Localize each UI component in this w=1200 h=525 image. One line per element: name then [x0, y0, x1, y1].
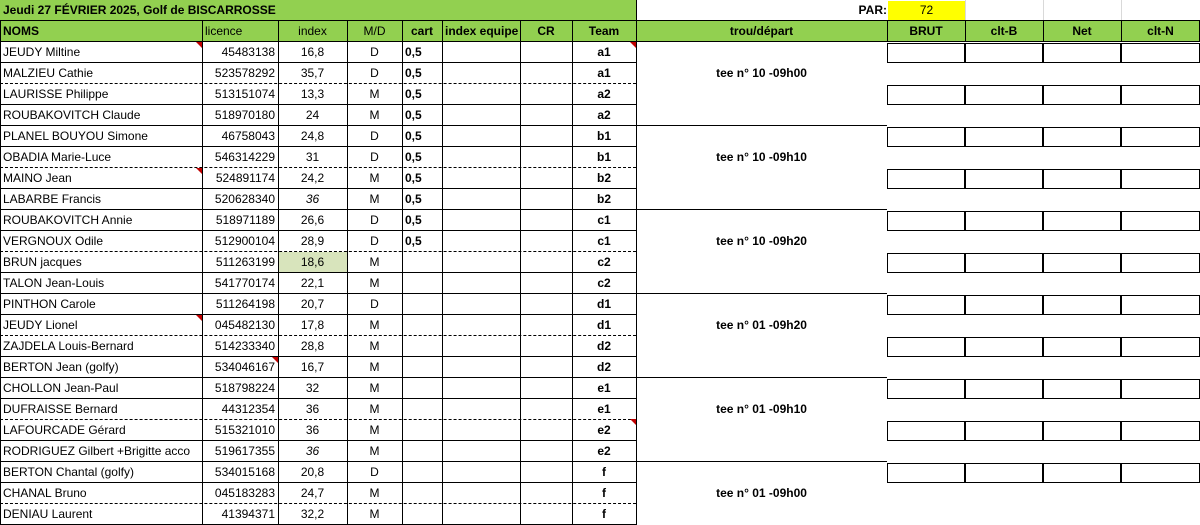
column-divider: [402, 21, 403, 525]
pair-divider: [0, 251, 636, 252]
player-licence[interactable]: 45483138: [221, 45, 275, 59]
tee-time-label[interactable]: tee n° 10 -09h10: [716, 150, 807, 164]
clt-b-box[interactable]: [965, 379, 1043, 399]
column-divider: [887, 21, 888, 42]
brut-box[interactable]: [887, 421, 965, 441]
player-licence[interactable]: 44312354: [221, 402, 275, 416]
player-cart[interactable]: 0,5: [405, 129, 422, 143]
player-team[interactable]: b2: [596, 192, 611, 206]
player-md[interactable]: M: [369, 339, 380, 353]
player-md[interactable]: M: [369, 402, 380, 416]
player-licence[interactable]: 519617355: [214, 444, 275, 458]
net-box[interactable]: [1043, 337, 1121, 357]
player-index-equipe[interactable]: [442, 273, 520, 294]
player-licence[interactable]: 520628340: [214, 192, 275, 206]
player-md[interactable]: M: [369, 486, 380, 500]
player-md[interactable]: D: [370, 66, 379, 80]
player-name[interactable]: DUFRAISSE Bernard: [3, 402, 118, 416]
header-licence[interactable]: licence: [202, 21, 278, 41]
clt-b-box[interactable]: [965, 463, 1043, 483]
player-md[interactable]: D: [370, 213, 379, 227]
player-md[interactable]: M: [369, 318, 380, 332]
player-cr[interactable]: [520, 483, 572, 504]
player-index-equipe[interactable]: [442, 294, 520, 315]
player-team[interactable]: a1: [597, 66, 611, 80]
header-cr[interactable]: CR: [520, 21, 572, 41]
player-licence[interactable]: 514233340: [214, 339, 275, 353]
net-box[interactable]: [1043, 253, 1121, 273]
header-clt-b[interactable]: clt-B: [965, 21, 1043, 41]
row-divider: [0, 230, 636, 231]
player-name[interactable]: CHANAL Bruno: [3, 486, 87, 500]
row-divider: [0, 482, 636, 483]
clt-b-box[interactable]: [965, 253, 1043, 273]
clt-b-box[interactable]: [965, 127, 1043, 147]
group-divider: [0, 209, 887, 210]
player-cr[interactable]: [520, 420, 572, 441]
player-cart[interactable]: [402, 420, 442, 441]
row-divider: [0, 188, 636, 189]
player-index[interactable]: 20,8: [300, 465, 325, 479]
player-name[interactable]: BERTON Chantal (golfy): [3, 465, 134, 479]
comment-marker[interactable]: [630, 42, 636, 48]
player-cr[interactable]: [520, 105, 572, 126]
comment-marker[interactable]: [196, 315, 202, 321]
header-clt-n[interactable]: clt-N: [1121, 21, 1200, 41]
player-md[interactable]: D: [370, 45, 379, 59]
player-cart[interactable]: [402, 294, 442, 315]
clt-b-box[interactable]: [965, 295, 1043, 315]
player-index[interactable]: 17,8: [300, 318, 325, 332]
player-cr[interactable]: [520, 231, 572, 252]
player-cr[interactable]: [520, 126, 572, 147]
player-licence[interactable]: 511263199: [215, 255, 275, 269]
tee-time-label[interactable]: tee n° 01 -09h00: [716, 486, 807, 500]
player-team[interactable]: e1: [597, 402, 611, 416]
player-index-equipe[interactable]: [442, 147, 520, 168]
brut-box[interactable]: [887, 337, 965, 357]
header-trou-depart[interactable]: trou/départ: [636, 21, 887, 41]
row-divider: [0, 146, 636, 147]
player-index[interactable]: 35,7: [300, 66, 325, 80]
player-cr[interactable]: [520, 147, 572, 168]
clt-n-box[interactable]: [1121, 253, 1200, 273]
player-index[interactable]: 36: [305, 423, 320, 437]
comment-marker[interactable]: [630, 419, 636, 425]
player-cr[interactable]: [520, 441, 572, 462]
player-md[interactable]: M: [369, 444, 380, 458]
player-team[interactable]: f: [602, 507, 606, 521]
player-md[interactable]: D: [370, 465, 379, 479]
clt-b-box[interactable]: [965, 169, 1043, 189]
player-team[interactable]: a2: [597, 87, 611, 101]
player-name[interactable]: CHOLLON Jean-Paul: [3, 381, 119, 395]
brut-box[interactable]: [887, 295, 965, 315]
par-label[interactable]: PAR:: [858, 3, 887, 17]
player-cr[interactable]: [520, 168, 572, 189]
header-brut[interactable]: BRUT: [887, 21, 965, 41]
pair-divider: [0, 503, 636, 504]
header-md[interactable]: M/D: [347, 21, 402, 41]
player-name[interactable]: ROUBAKOVITCH Claude: [3, 108, 141, 122]
tee-time-label[interactable]: tee n° 10 -09h00: [716, 66, 807, 80]
column-divider: [1043, 21, 1044, 42]
player-index[interactable]: 36: [305, 402, 320, 416]
player-licence[interactable]: 045482130: [214, 318, 275, 332]
player-team[interactable]: c1: [597, 234, 611, 248]
gridline: [1043, 0, 1044, 21]
player-cart[interactable]: 0,5: [405, 234, 422, 248]
player-licence[interactable]: 524891174: [215, 171, 275, 185]
column-divider: [278, 21, 279, 525]
player-cart[interactable]: [402, 273, 442, 294]
player-index-equipe[interactable]: [442, 336, 520, 357]
player-licence[interactable]: 541770174: [214, 276, 275, 290]
player-licence[interactable]: 518798224: [214, 381, 275, 395]
player-team[interactable]: c1: [597, 213, 611, 227]
player-name[interactable]: BERTON Jean (golfy): [3, 360, 119, 374]
player-cart[interactable]: 0,5: [405, 171, 422, 185]
player-index-equipe[interactable]: [442, 42, 520, 63]
player-cr[interactable]: [520, 399, 572, 420]
player-licence[interactable]: 546314229: [214, 150, 275, 164]
player-team[interactable]: f: [602, 465, 606, 479]
player-md[interactable]: M: [369, 255, 380, 269]
player-index-equipe[interactable]: [442, 483, 520, 504]
player-index[interactable]: 36: [305, 192, 320, 206]
column-divider: [965, 21, 966, 42]
brut-box[interactable]: [887, 463, 965, 483]
player-cr[interactable]: [520, 42, 572, 63]
player-cart[interactable]: [402, 462, 442, 483]
player-team[interactable]: d1: [596, 318, 611, 332]
column-divider: [347, 21, 348, 525]
pair-divider: [0, 419, 636, 420]
brut-box[interactable]: [887, 379, 965, 399]
player-team[interactable]: e2: [597, 423, 611, 437]
player-md[interactable]: M: [369, 423, 380, 437]
player-team[interactable]: d2: [596, 339, 611, 353]
player-cr[interactable]: [520, 273, 572, 294]
clt-n-box[interactable]: [1121, 127, 1200, 147]
player-index[interactable]: 16,8: [300, 45, 325, 59]
player-cr[interactable]: [520, 84, 572, 105]
group-divider: [0, 377, 887, 378]
row-divider: [0, 440, 636, 441]
player-name[interactable]: DENIAU Laurent: [3, 507, 93, 521]
player-md[interactable]: D: [370, 129, 379, 143]
brut-box[interactable]: [887, 85, 965, 105]
brut-box[interactable]: [887, 169, 965, 189]
player-name[interactable]: BRUN jacques: [3, 255, 82, 269]
player-index[interactable]: 24,7: [300, 486, 325, 500]
row-divider: [0, 104, 636, 105]
player-index-equipe[interactable]: [442, 420, 520, 441]
player-cart[interactable]: 0,5: [405, 192, 422, 206]
par-value[interactable]: 72: [888, 1, 965, 20]
player-index[interactable]: 28,9: [300, 234, 325, 248]
net-box[interactable]: [1043, 463, 1121, 483]
player-md[interactable]: M: [369, 381, 380, 395]
column-divider: [636, 21, 637, 525]
player-index[interactable]: 32: [305, 381, 320, 395]
player-index-equipe[interactable]: [442, 315, 520, 336]
player-cr[interactable]: [520, 357, 572, 378]
player-index[interactable]: 32,2: [300, 507, 325, 521]
player-index[interactable]: 20,7: [300, 297, 325, 311]
player-index[interactable]: 26,6: [300, 213, 325, 227]
player-cart[interactable]: 0,5: [405, 45, 422, 59]
player-team[interactable]: d1: [596, 297, 611, 311]
net-box[interactable]: [1043, 169, 1121, 189]
row-divider: [0, 20, 1200, 21]
player-index-equipe[interactable]: [442, 378, 520, 399]
player-index[interactable]: 24: [305, 108, 320, 122]
player-team[interactable]: f: [602, 486, 606, 500]
player-md[interactable]: M: [369, 192, 380, 206]
row-divider: [0, 356, 636, 357]
clt-n-box[interactable]: [1121, 295, 1200, 315]
clt-b-box[interactable]: [965, 211, 1043, 231]
row-divider: [0, 398, 636, 399]
player-cart[interactable]: [402, 252, 442, 273]
player-name[interactable]: ROUBAKOVITCH Annie: [3, 213, 133, 227]
row-divider: [0, 272, 636, 273]
header-index-equipe[interactable]: index equipe: [442, 21, 520, 41]
clt-b-box[interactable]: [965, 43, 1043, 63]
player-cart[interactable]: 0,5: [405, 66, 422, 80]
gridline: [965, 0, 966, 21]
brut-box[interactable]: [887, 211, 965, 231]
column-divider: [202, 21, 203, 525]
group-divider: [0, 461, 887, 462]
player-name[interactable]: RODRIGUEZ Gilbert +Brigitte acco: [3, 444, 191, 458]
player-team[interactable]: c2: [597, 255, 611, 269]
player-licence[interactable]: 518970180: [214, 108, 275, 122]
column-divider: [572, 21, 573, 525]
player-name[interactable]: LAURISSE Philippe: [3, 87, 109, 101]
header-index[interactable]: index: [278, 21, 347, 41]
player-name[interactable]: PLANEL BOUYOU Simone: [3, 129, 148, 143]
player-name[interactable]: LAFOURCADE Gérard: [3, 423, 126, 437]
tee-time-label[interactable]: tee n° 01 -09h10: [716, 402, 807, 416]
player-cart[interactable]: 0,5: [405, 150, 422, 164]
player-index[interactable]: 13,3: [300, 87, 325, 101]
net-box[interactable]: [1043, 421, 1121, 441]
player-index-equipe[interactable]: [442, 441, 520, 462]
player-index-equipe[interactable]: [442, 252, 520, 273]
clt-n-box[interactable]: [1121, 379, 1200, 399]
player-cr[interactable]: [520, 63, 572, 84]
player-md[interactable]: M: [369, 360, 380, 374]
player-name[interactable]: JEUDY Lionel: [3, 318, 78, 332]
player-md[interactable]: M: [369, 108, 380, 122]
player-licence[interactable]: 46758043: [221, 129, 275, 143]
column-divider: [520, 21, 521, 525]
player-index[interactable]: 24,2: [300, 171, 325, 185]
player-licence[interactable]: 41394371: [221, 507, 275, 521]
header-noms[interactable]: NOMS: [0, 21, 202, 41]
player-cart[interactable]: [402, 483, 442, 504]
player-index[interactable]: 16,7: [300, 360, 325, 374]
net-box[interactable]: [1043, 127, 1121, 147]
player-team[interactable]: c2: [597, 276, 611, 290]
player-md[interactable]: M: [369, 507, 380, 521]
player-name[interactable]: OBADIA Marie-Luce: [3, 150, 112, 164]
player-team[interactable]: e1: [597, 381, 611, 395]
player-md[interactable]: D: [370, 150, 379, 164]
player-name[interactable]: VERGNOUX Odile: [3, 234, 104, 248]
player-licence[interactable]: 534046167: [214, 360, 275, 374]
column-divider: [0, 21, 1, 525]
player-index-equipe[interactable]: [442, 357, 520, 378]
row-divider: [0, 62, 636, 63]
brut-box[interactable]: [887, 127, 965, 147]
player-team[interactable]: a1: [597, 45, 611, 59]
comment-marker[interactable]: [196, 42, 202, 48]
player-cr[interactable]: [520, 189, 572, 210]
column-divider: [442, 21, 443, 525]
comment-marker[interactable]: [196, 168, 202, 174]
player-index[interactable]: 22,1: [300, 276, 325, 290]
row-divider: [0, 41, 1200, 42]
net-box[interactable]: [1043, 85, 1121, 105]
header-team[interactable]: Team: [572, 21, 636, 41]
player-licence[interactable]: 512900104: [214, 234, 275, 248]
player-md[interactable]: D: [370, 234, 379, 248]
net-box[interactable]: [1043, 295, 1121, 315]
player-cr[interactable]: [520, 336, 572, 357]
net-box[interactable]: [1043, 379, 1121, 399]
sheet-title[interactable]: Jeudi 27 FÉVRIER 2025, Golf de BISCARROSSE: [0, 0, 636, 20]
player-team[interactable]: e2: [597, 444, 611, 458]
net-box[interactable]: [1043, 211, 1121, 231]
player-team[interactable]: b1: [596, 129, 611, 143]
pair-divider: [0, 83, 636, 84]
player-index-equipe[interactable]: [442, 231, 520, 252]
pair-divider: [0, 167, 636, 168]
player-md[interactable]: M: [369, 171, 380, 185]
player-licence[interactable]: 515321010: [214, 423, 275, 437]
column-divider: [636, 0, 637, 21]
player-cr[interactable]: [520, 378, 572, 399]
player-md[interactable]: D: [370, 297, 379, 311]
clt-n-box[interactable]: [1121, 169, 1200, 189]
net-box[interactable]: [1043, 43, 1121, 63]
pair-divider: [0, 335, 636, 336]
player-cart[interactable]: 0,5: [405, 108, 422, 122]
player-index-equipe[interactable]: [442, 189, 520, 210]
player-cr[interactable]: [520, 252, 572, 273]
player-index[interactable]: 31: [305, 150, 320, 164]
player-index-equipe[interactable]: [442, 63, 520, 84]
clt-n-box[interactable]: [1121, 463, 1200, 483]
column-divider: [1121, 21, 1122, 42]
player-index-equipe[interactable]: [442, 105, 520, 126]
player-cart[interactable]: 0,5: [405, 87, 422, 101]
player-licence[interactable]: 513151074: [214, 87, 275, 101]
clt-n-box[interactable]: [1121, 43, 1200, 63]
clt-b-box[interactable]: [965, 337, 1043, 357]
player-index[interactable]: 18,6: [278, 252, 347, 273]
player-team[interactable]: b1: [596, 150, 611, 164]
player-name[interactable]: MAINO Jean: [3, 171, 72, 185]
clt-b-box[interactable]: [965, 85, 1043, 105]
player-cart[interactable]: [402, 441, 442, 462]
player-name[interactable]: ZAJDELA Louis-Bernard: [3, 339, 134, 353]
player-cr[interactable]: [520, 294, 572, 315]
tee-time-label[interactable]: tee n° 01 -09h20: [716, 318, 807, 332]
clt-n-box[interactable]: [1121, 421, 1200, 441]
player-licence[interactable]: 523578292: [214, 66, 275, 80]
player-index-equipe[interactable]: [442, 126, 520, 147]
player-team[interactable]: b2: [596, 171, 611, 185]
player-name[interactable]: JEUDY Miltine: [3, 45, 81, 59]
player-cart[interactable]: [402, 315, 442, 336]
player-index-equipe[interactable]: [442, 399, 520, 420]
clt-n-box[interactable]: [1121, 337, 1200, 357]
player-cr[interactable]: [520, 315, 572, 336]
comment-marker[interactable]: [272, 357, 278, 363]
clt-n-box[interactable]: [1121, 211, 1200, 231]
player-name[interactable]: PINTHON Carole: [3, 297, 96, 311]
player-licence[interactable]: 534015168: [214, 465, 275, 479]
header-cart[interactable]: cart: [402, 21, 442, 41]
player-cart[interactable]: 0,5: [405, 213, 422, 227]
player-name[interactable]: MALZIEU Cathie: [3, 66, 94, 80]
player-cart[interactable]: [402, 357, 442, 378]
group-divider: [0, 125, 887, 126]
player-licence[interactable]: 511264198: [215, 297, 275, 311]
player-cart[interactable]: [402, 378, 442, 399]
player-cr[interactable]: [520, 462, 572, 483]
player-md[interactable]: M: [369, 87, 380, 101]
clt-n-box[interactable]: [1121, 85, 1200, 105]
player-index-equipe[interactable]: [442, 462, 520, 483]
player-licence[interactable]: 518971189: [215, 213, 275, 227]
group-divider: [0, 293, 887, 294]
player-index-equipe[interactable]: [442, 84, 520, 105]
player-cart[interactable]: [402, 336, 442, 357]
header-net[interactable]: Net: [1043, 21, 1121, 41]
player-licence[interactable]: 045183283: [214, 486, 275, 500]
clt-b-box[interactable]: [965, 421, 1043, 441]
brut-box[interactable]: [887, 253, 965, 273]
player-team[interactable]: d2: [596, 360, 611, 374]
player-index-equipe[interactable]: [442, 168, 520, 189]
tee-time-label[interactable]: tee n° 10 -09h20: [716, 234, 807, 248]
gridline: [1121, 0, 1122, 21]
player-index[interactable]: 36: [305, 444, 320, 458]
player-name[interactable]: LABARBE Francis: [3, 192, 102, 206]
player-index[interactable]: 28,8: [300, 339, 325, 353]
row-divider: [0, 314, 636, 315]
brut-box[interactable]: [887, 43, 965, 63]
player-index-equipe[interactable]: [442, 210, 520, 231]
player-team[interactable]: a2: [597, 108, 611, 122]
player-cart[interactable]: [402, 399, 442, 420]
player-name[interactable]: TALON Jean-Louis: [3, 276, 105, 290]
player-cr[interactable]: [520, 210, 572, 231]
player-md[interactable]: M: [369, 276, 380, 290]
player-index[interactable]: 24,8: [300, 129, 325, 143]
